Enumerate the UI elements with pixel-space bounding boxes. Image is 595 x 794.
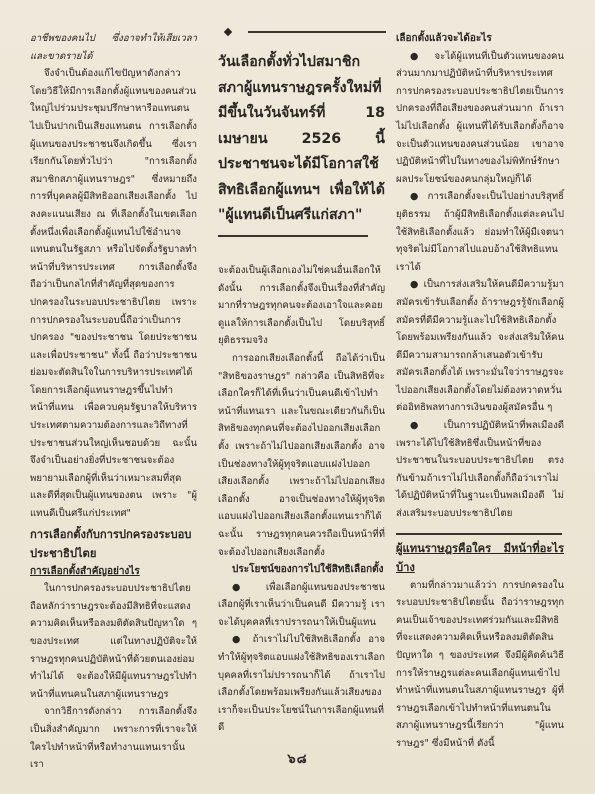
rule-line	[248, 31, 386, 33]
bullet-c2-2: ● ถ้าเราไม่ไปใช้สิทธิเลือกตั้ง อาจทำให้ผู้ทุจริตแอบแฝงใช้สิทธิของเราเลือกบุคคลที่เราไม่ปรารถนาก็ได้ ถ้าเราไปเลือกตั้งโดยพร้อมเพรียงกันแล้วเสียงของเราก็จะเป็นประโยชน์ในการเลือกผู้แทนที่ดี	[218, 634, 385, 734]
subheading-benefits: ประโยชน์ของการไปใช้สิทธิเลือกตั้ง	[232, 564, 384, 576]
bullet-c3-4: ● เป็นการปฏิบัติหน้าที่พลเมืองดี เพราะได้ไปใช้สิทธิซึ่งเป็นหน้าที่ของประชาชนในระบอบประชาธิปไตย ตรงกันข้ามถ้าเราไม่ไปเลือกตั้งก็ถือว่าเราไม่ได้ปฏิบัติหน้าที่ในฐานะเป็นพลเมืองดี ไม่ส่งเสริมระบอบประชาธิปไตย	[396, 420, 564, 520]
paragraph-intro-fragment: อาชีพของคนไป ซึ่งอาจทำให้เสียเวลาและขาดรายได้	[30, 33, 197, 62]
bullet-c3-2: ● การเลือกตั้งจะเป็นไปอย่างบริสุทธิ์ยุติธรรม ถ้าผู้มีสิทธิเลือกตั้งแต่ละคนไปใช้สิทธิเลือกตั้งแล้ว ย่อมทำให้ผู้มีเจตนาทุจริตไม่มีโอกาสไปแอบอ้างใช้สิทธิแทนเราได้	[396, 191, 564, 273]
section-rule	[396, 533, 562, 535]
column-2	[218, 262, 385, 737]
section-heading-elections-democracy: การเลือกตั้งกับการปกครองระบอบประชาธิปไตย	[30, 527, 192, 560]
bullet-c2-1: ● เพื่อเลือกผู้แทนของประชาชน เลือกผู้ที่เราเห็นว่าเป็นคนดี มีความรู้ เราจะได้บุคคลที่เราปรารถนาให้เป็นผู้แทน	[218, 581, 385, 628]
pull-quote: วันเลือกตั้งทั่วไปสมาชิกสภาผู้แทนราษฎรครั้งใหม่ที่มีขึ้นในวันจันทร์ที่ 18 เมษายน 2526 นี้ ประชาชนจะได้มีโอกาสใช้สิทธิเลือกผู้แทนฯ เพื่อให้ได้ "ผู้แทนดีเป็นศรีแก่สภา"	[218, 54, 385, 223]
subheading-results: เลือกตั้งแล้วจะได้อะไร	[396, 33, 492, 44]
paragraph-3: จากวิธีการดังกล่าว การเลือกตั้งจึงเป็นสิ่งสำคัญมาก เพราะการที่เราจะให้ใครไปทำหน้าที่หรือทำงานแทนเรานั้น เรา	[30, 706, 197, 771]
paragraph-c2-2: การออกเสียงเลือกตั้งนี้ ถือได้ว่าเป็น "สิทธิของราษฎร" กล่าวคือ เป็นสิทธิที่จะเลือกใครก็ได้ที่เห็นว่าเป็นคนดีเข้าไปทำหน้าที่แทนเรา และในขณะเดียวกันก็เป็นสิทธิของทุกคนที่จะต้องไปออกเสียงเลือกตั้ง เพราะถ้าไม่ไปออกเสียงเลือกตั้ง อาจเป็นช่องทางให้ผู้ทุจริตแอบแฝงไปออกเสียงเลือกตั้ง เพราะถ้าไม่ไปออกเสียงเลือกตั้ง อาจเป็นช่องทางให้ผู้ทุจริตแอบแฝงไปออกเสียงเลือกตั้งแทนเราก็ได้ ฉะนั้น ราษฎรทุกคนควรถือเป็นหน้าที่ที่จะต้องไปออกเสียงเลือกตั้ง	[218, 352, 385, 558]
pull-quote-rule	[218, 235, 368, 237]
section-heading-representatives: ผู้แทนราษฎรคือใคร มีหน้าที่อะไรบ้าง	[396, 541, 564, 574]
pull-quote-box	[218, 50, 385, 241]
bullet-c3-3: ● เป็นการส่งเสริมให้คนดีมีความรู้มาสมัครเข้ารับเลือกตั้ง ถ้าราษฎรรู้จักเลือกผู้สมัครที่ดีมีความรู้และไปใช้สิทธิเลือกตั้งโดยพร้อมเพรียงกันแล้ว จะส่งเสริมให้คนดีมีความสามารถกล้าเสนอตัวเข้ารับสมัครเลือกตั้งได้ เพราะมั่นใจว่าราษฎรจะไปออกเสียงเลือกตั้งโดยไม่ต้องหวาดหวั่นต่ออิทธิพลทางการเงินของผู้สมัครอื่น ๆ	[396, 279, 564, 414]
column-3	[396, 30, 564, 753]
bullet-c3-1: ● จะได้ผู้แทนที่เป็นตัวแทนของคนส่วนมากมาปฏิบัติหน้าที่บริหารประเทศ การปกครองระบอบประชาธิปไตยเป็นการปกครองที่ถือเสียงของคนส่วนมาก ถ้าเราไม่ไปเลือกตั้ง ผู้แทนที่ได้รับเลือกตั้งก็อาจจะเป็นตัวแทนของคนส่วนน้อย เขาอาจปฏิบัติหน้าที่ไปในทางของไม่พิทักษ์รักษาผลประโยชน์ของคนกลุ่มใหญ่ก็ได้	[396, 50, 564, 185]
paragraph-c2-1: จะต้องเป็นผู้เลือกเองไม่ใช่คนอื่นเลือกให้ ดังนั้น การเลือกตั้งจึงเป็นเรื่องที่สำคัญมากที่ราษฎรทุกคนจะต้องเอาใจและคอยดูแลให้การเลือกตั้งเป็นไป โดยบริสุทธิ์ยุติธรรมจริง	[218, 265, 385, 347]
paragraph-1: จึงจำเป็นต้องแก้ไขปัญหาดังกล่าว โดยวิธีให้มีการเลือกตั้งผู้แทนของคนส่วนใหญ่ไปร่วมประชุมปรึกษาหารือแทนตน ไปเป็นปากเป็นเสียงแทนตน การเลือกตั้งผู้แทนของประชาชนจึงเกิดขึ้น ซึ่งเราเรียกกันโดยทั่วไปว่า "การเลือกตั้งสมาชิกสภาผู้แทนราษฎร" ซึ่งหมายถึงการที่บุคคลผู้มีสิทธิออกเสียงเลือกตั้ง ไปลงคะแนนเสียง ณ ที่เลือกตั้งในเขตเลือกตั้งหนึ่งเพื่อเลือกตั้งผู้แทนไปใช้อำนาจแทนตนในรัฐสภา หรือไปจัดตั้งรัฐบาลทำหน้าที่บริหารประเทศ การเลือกตั้งจึงถือว่าเป็นกลไกที่สำคัญที่สุดของการปกครองในระบอบประชาธิปไตย เพราะการปกครองในระบอบนี้ถือว่าเป็นการปกครอง "ของประชาชน โดยประชาชน และเพื่อประชาชน" ทั้งนี้ ถือว่าประชาชนย่อมจะตัดสินใจในการบริหารประเทศได้ โดยการเลือกผู้แทนราษฎรขึ้นไปทำหน้าที่แทน เพื่อควบคุมรัฐบาลให้บริหารประเทศตามความต้องการและวิถีทางที่ประชาชนส่วนใหญ่เห็นชอบด้วย ฉะนั้น จึงจำเป็นอย่างยิ่งที่ประชาชนจะต้องพยายามเลือกผู้ที่เห็นว่าเหมาะสมที่สุดและดีที่สุดเป็นผู้แทนของตน เพราะ "ผู้แทนดีเป็นศรีแก่ประเทศ"	[30, 68, 197, 520]
paragraph-c3-1: ตามที่กล่าวมาแล้วว่า การปกครองในระบอบประชาธิปไตยนั้น ถือว่าราษฎรทุกคนเป็นเจ้าของประเทศร่วมกันและมีสิทธิที่จะแสดงความคิดเห็นหรือลงมติตัดสินปัญหาใด ๆ ของประเทศ จึงมีผู้คิดค้นวิธีการให้ราษฎรแต่ละคนเลือกผู้แทนเข้าไปทำหน้าที่แทนตนในสภาผู้แทนราษฎร ผู้ที่ราษฎรเลือกเข้าไปทำหน้าที่แทนตนในสภาผู้แทนราษฎรนี้เรียกว่า "ผู้แทนราษฎร" ซึ่งมีหน้าที่ ดังนี้	[396, 579, 564, 749]
top-ornament	[218, 24, 388, 38]
paragraph-2: ในการปกครองระบอบประชาธิปไตยถือหลักว่าราษฎรจะต้องมีสิทธิที่จะแสดงความคิดเห็นหรือลงมติตัดสินปัญหาใด ๆ ของประเทศ แต่ในทางปฏิบัติจะให้ราษฎรทุกคนปฏิบัติหน้าที่ด้วยตนเองย่อมทำไม่ได้ จะต้องให้มีผู้แทนราษฎรไปทำหน้าที่แทนคนในสภาผู้แทนราษฎร	[30, 583, 197, 700]
page-number: ๖๘	[287, 752, 308, 767]
subheading-importance: การเลือกตั้งสำคัญอย่างไร	[30, 565, 140, 577]
column-1	[30, 30, 197, 774]
diamond-icon	[224, 28, 232, 36]
